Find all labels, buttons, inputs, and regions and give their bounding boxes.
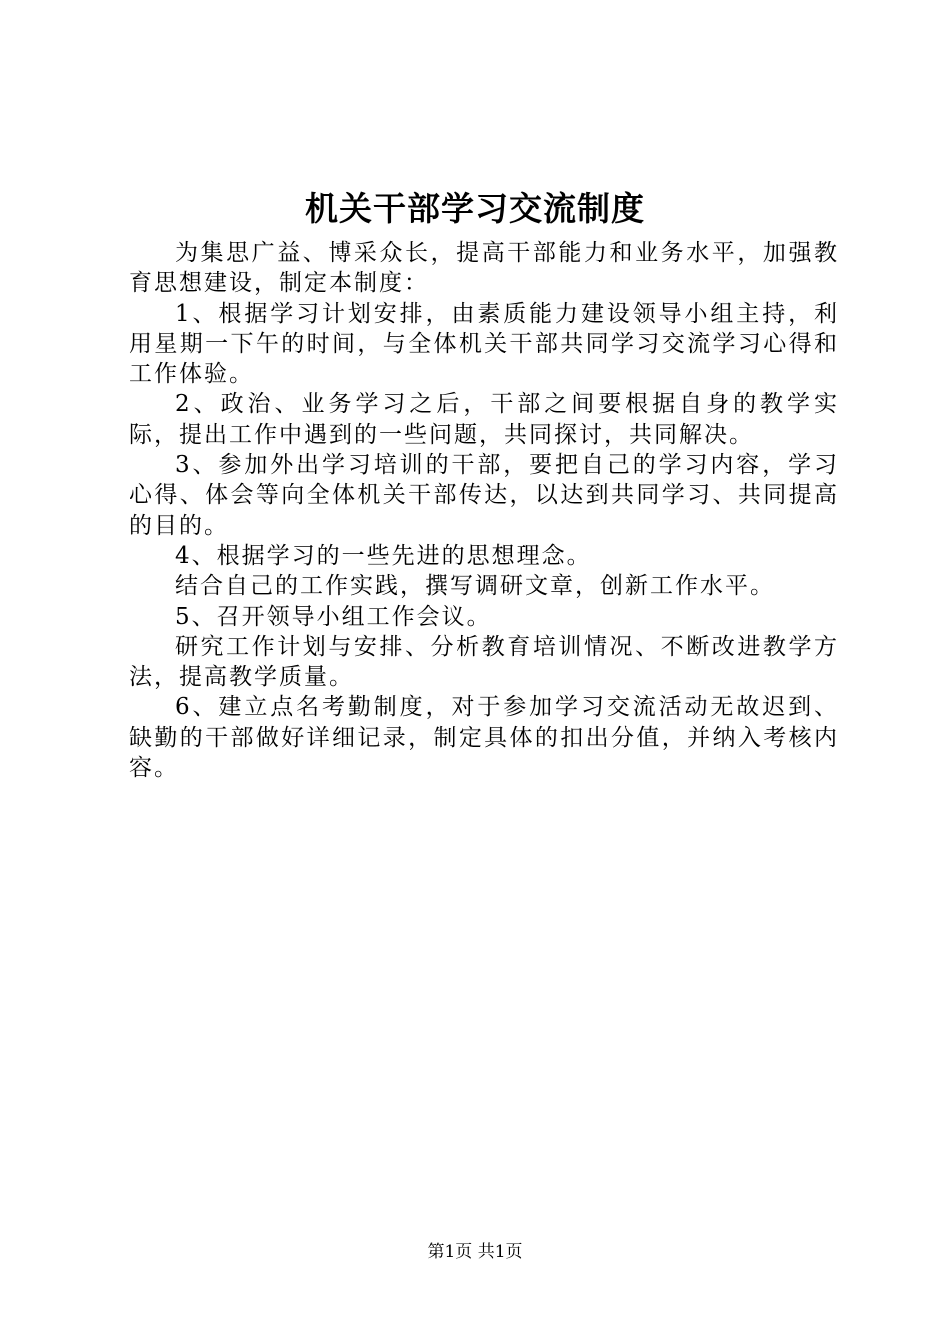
document-body <box>129 238 839 783</box>
document-title: 机关干部学习交流制度 <box>305 189 645 228</box>
paragraph-item-1: 1、根据学习计划安排，由素质能力建设领导小组主持，利用星期一下午的时间，与全体机关干部共同学习交流学习心得和工作体验。 <box>129 300 839 388</box>
paragraph-item-3: 3、参加外出学习培训的干部，要把自己的学习内容，学习心得、体会等向全体机关干部传达，以达到共同学习、共同提高的目的。 <box>129 452 839 539</box>
paragraph-item-6: 6、建立点名考勤制度，对于参加学习交流活动无故迟到、缺勤的干部做好详细记录，制定具体的扣出分值，并纳入考核内容。 <box>129 694 839 782</box>
paragraph-intro: 为集思广益、博采众长，提高干部能力和业务水平，加强教育思想建设，制定本制度： <box>129 240 839 297</box>
paragraph-item-4: 4、根据学习的一些先进的思想理念。 <box>175 542 592 569</box>
paragraph-item-5: 5、召开领导小组工作会议。 <box>175 603 492 630</box>
paragraph-item-4-detail: 结合自己的工作实践，撰写调研文章，创新工作水平。 <box>175 573 775 600</box>
paragraph-item-2: 2、政治、业务学习之后，干部之间要根据自身的教学实际，提出工作中遇到的一些问题，共同探讨，共同解决。 <box>129 391 839 448</box>
paragraph-item-5-detail: 研究工作计划与安排、分析教育培训情况、不断改进教学方法，提高教学质量。 <box>129 633 839 691</box>
page-footer: 第1页 共1页 <box>427 1242 523 1262</box>
